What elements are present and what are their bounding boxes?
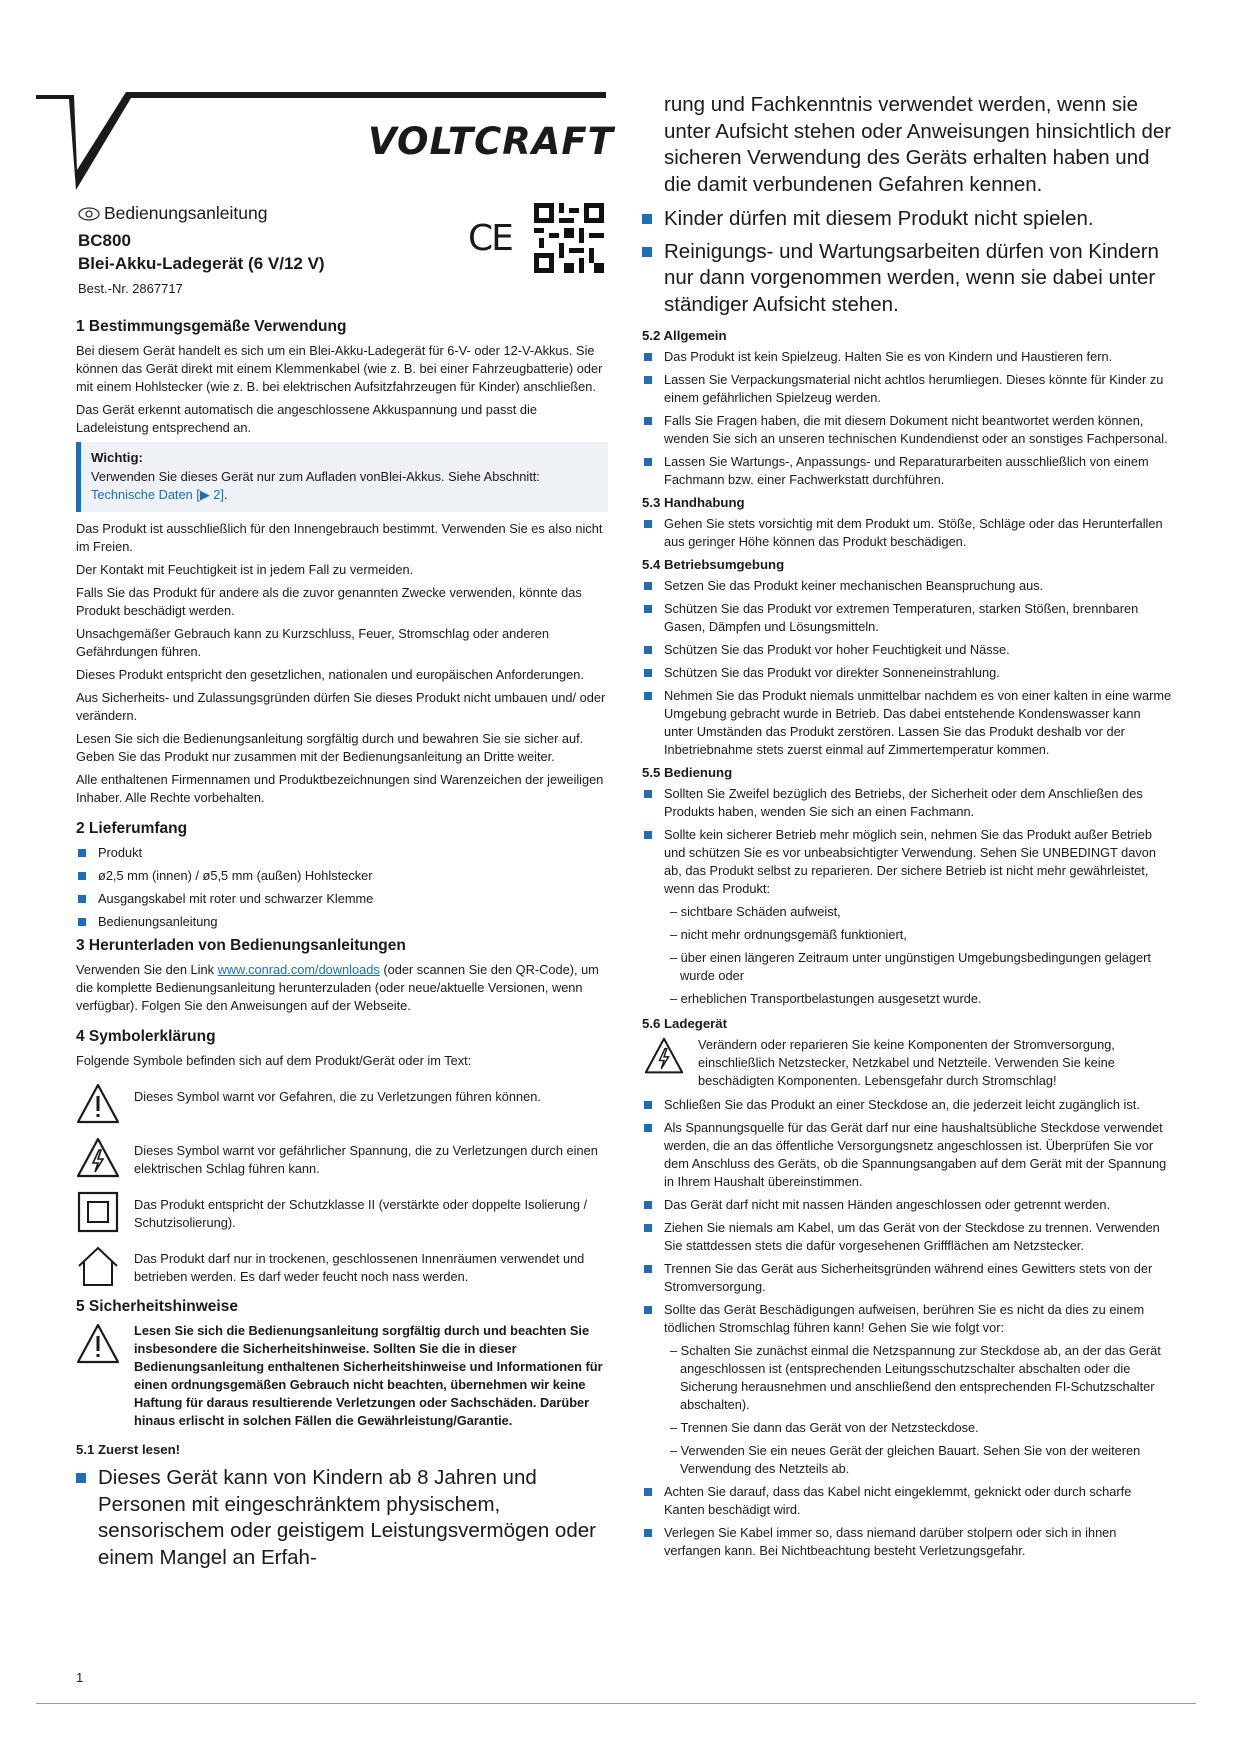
s1-para: Aus Sicherheits- und Zulassungsgründen dürfen Sie dieses Produkt nicht umbauen und/ oder verändern.: [76, 690, 606, 723]
list-item: [642, 641, 1172, 659]
section-2-title: 2 Lieferumfang: [76, 820, 188, 837]
list-item-text: Kinder dürfen mit diesem Produkt nicht spielen.: [664, 207, 1094, 230]
list-item: [642, 826, 1172, 898]
list-item: [642, 1483, 1172, 1519]
list-item: [642, 371, 1172, 407]
section-3-title: 3 Herunterladen von Bedienungsanleitungen: [76, 937, 406, 954]
general-list: [642, 348, 1172, 489]
list-item-text: Ziehen Sie niemals am Kabel, um das Gerät von der Steckdose zu trennen. Verwenden Sie stattdessen stets die dafür vorgesehenen Griffflächen am Netzstecker.: [664, 1220, 1160, 1253]
symbol-text: Dieses Symbol warnt vor Gefahren, die zu Verletzungen führen können.: [134, 1089, 541, 1104]
safety-warning-text: Lesen Sie sich die Bedienungsanleitung sorgfältig durch und beachten Sie insbesondere die Sicherheitshinweise. Sollten Sie die in dieser Bedienungsanleitung enthaltenen Sicherheitshinweise und Informationen für einen ordnungsgemäßen Gebrauch nicht beachten, übernehmen wir keine Haftung für daraus resultierende Verletzungen oder Sachschäden. Darüber hinaus erlischt in solchen Fällen die Gewährleistung/Garantie.: [134, 1323, 603, 1428]
section-5-2-title: 5.2 Allgemein: [642, 328, 727, 343]
list-item-text: Schließen Sie das Produkt an einer Steckdose an, die jederzeit leicht zugänglich ist.: [664, 1097, 1140, 1112]
s3-pre: Verwenden Sie den Link: [76, 962, 218, 977]
list-item-text: Produkt: [98, 845, 143, 860]
list-item-text: Sollte kein sicherer Betrieb mehr möglich sein, nehmen Sie das Produkt außer Betrieb und schützen Sie es vor unbeabsichtigter Verwendung. Sehen Sie UNBEDINGT davon ab, das Produkt selbst zu reparieren. Der sichere Betrieb ist nicht mehr gewährleistet, wenn das Produkt:: [664, 827, 1157, 896]
list-item: [642, 785, 1172, 821]
important-note: [76, 442, 608, 512]
list-item-text: Dieses Gerät kann von Kindern ab 8 Jahren und Personen mit eingeschränktem physischem, sensorischem oder geistigem Leistungsvermögen oder einem Mangel an Erfah-: [98, 1466, 596, 1569]
list-item-text: Achten Sie darauf, dass das Kabel nicht eingeklemmt, geknickt oder durch scharfe Kanten beschädigt wird.: [664, 1484, 1132, 1517]
symbol-row: [76, 1244, 608, 1288]
s1-para: Unsachgemäßer Gebrauch kann zu Kurzschluss, Feuer, Stromschlag oder anderen Gefährdungen führen.: [76, 626, 550, 659]
s1-para: Das Produkt ist ausschließlich für den Innengebrauch bestimmt. Verwenden Sie es also nicht im Freien.: [76, 521, 603, 554]
list-item-text: Reinigungs- und Wartungsarbeiten dürfen von Kindern nur dann vorgenommen werden, wenn sie dabei unter ständiger Aufsicht stehen.: [664, 239, 1159, 316]
product-name: Blei-Akku-Ladegerät (6 V/12 V): [78, 254, 325, 273]
section-5-4-title: 5.4 Betriebsumgebung: [642, 557, 785, 572]
s1-para: Dieses Produkt entspricht den gesetzlichen, nationalen und europäischen Anforderungen.: [76, 667, 584, 682]
list-item-text: ø2,5 mm (innen) / ø5,5 mm (außen) Hohlstecker: [98, 868, 373, 883]
high-voltage-icon: [644, 1036, 684, 1076]
list-item-text: Nehmen Sie das Produkt niemals unmittelbar nachdem es von einer kalten in eine warme Umgebung gebracht wurde in Betrieb. Das dabei entstehende Kondenswasser kann unter Umständen das Produkt zerstören. Lassen Sie das Produkt deshalb vor der Inbetriebnahme stets zuerst einmal auf Zimmertemperatur kommen.: [664, 688, 1172, 757]
protection-class-2-icon: [76, 1190, 120, 1234]
list-item: [642, 1119, 1172, 1191]
symbol-text: Dieses Symbol warnt vor gefährlicher Spannung, die zu Verletzungen durch einen elektrischen Schlag führen kann.: [134, 1143, 598, 1176]
downloads-link[interactable]: www.conrad.com/downloads: [217, 962, 380, 977]
footer-rule: [36, 1703, 1196, 1704]
list-item-text: Schützen Sie das Produkt vor direkter Sonneneinstrahlung.: [664, 665, 1000, 680]
note-body: [91, 468, 598, 504]
list-item: [642, 664, 1172, 682]
section-1-title: 1 Bestimmungsgemäße Verwendung: [76, 318, 347, 335]
list-item: [642, 348, 1172, 366]
dash-item: – erheblichen Transportbelastungen ausgesetzt wurde.: [670, 991, 982, 1006]
doc-type-label: Bedienungsanleitung: [104, 203, 268, 223]
list-item-text: Schützen Sie das Produkt vor extremen Temperaturen, starken Stößen, brennbaren Gasen, Dämpfen und Lösungsmitteln.: [664, 601, 1139, 634]
dash-item: – nicht mehr ordnungsgemäß funktioniert,: [670, 927, 907, 942]
section-5-1-title: 5.1 Zuerst lesen!: [76, 1442, 181, 1457]
section-5-5-title: 5.5 Bedienung: [642, 765, 733, 780]
list-item-text: Lassen Sie Wartungs-, Anpassungs- und Reparaturarbeiten ausschließlich von einem Fachmann bzw. einer Fachwerkstatt durchführen.: [664, 454, 1149, 487]
list-item: [642, 1524, 1172, 1560]
right-column: [642, 92, 1172, 1566]
list-item-text: Das Produkt ist kein Spielzeug. Halten Sie es von Kindern und Haustieren fern.: [664, 349, 1113, 364]
symbol-text: Das Produkt entspricht der Schutzklasse II (verstärkte oder doppelte Isolierung / Schutzisolierung).: [134, 1197, 588, 1230]
dash-item: – Trennen Sie dann das Gerät von der Netzsteckdose.: [670, 1420, 979, 1435]
s1-para: Alle enthaltenen Firmennamen und Produktbezeichnungen sind Warenzeichen der jeweiligen Inhaber. Alle Rechte vorbehalten.: [76, 772, 604, 805]
s3-post: (oder scannen Sie den QR-Code), um die komplette Bedienungsanleitung herunterzuladen (oder neue/aktuelle Versionen, wenn verfügbar). Folgen Sie den Anweisungen auf der Webseite.: [76, 962, 599, 1013]
list-item-text: Gehen Sie stets vorsichtig mit dem Produkt um. Stöße, Schläge oder das Herunterfallen aus geringer Höhe können das Produkt beschädigen.: [664, 516, 1163, 549]
list-item: [76, 913, 608, 931]
read-first-list: [76, 1465, 608, 1571]
s1-para: Falls Sie das Produkt für andere als die zuvor genannten Zwecke verwenden, könnte das Produkt beschädigt werden.: [76, 585, 582, 618]
ce-mark: CE: [468, 218, 512, 259]
list-item: [642, 600, 1172, 636]
list-item-continued: [642, 92, 1172, 198]
list-item: [642, 1196, 1172, 1214]
handling-list: [642, 515, 1172, 551]
technical-data-link[interactable]: Technische Daten [▶ 2]: [91, 487, 224, 502]
list-item: [642, 1096, 1172, 1114]
charger-list-2: [642, 1483, 1172, 1560]
dash-item: – sichtbare Schäden aufweist,: [670, 904, 841, 919]
list-item-text: Das Gerät darf nicht mit nassen Händen angeschlossen oder getrennt werden.: [664, 1197, 1111, 1212]
s1-para: Lesen Sie sich die Bedienungsanleitung sorgfältig durch und bewahren Sie sie sicher auf. Geben Sie das Produkt nur zusammen mit der Bedienungsanleitung an Dritte weiter.: [76, 731, 584, 764]
section-5-title: 5 Sicherheitshinweise: [76, 1298, 238, 1315]
section-5-3-title: 5.3 Handhabung: [642, 495, 745, 510]
list-item: [76, 1465, 608, 1571]
list-item-text: Falls Sie Fragen haben, die mit diesem Dokument nicht beantwortet werden können, wenden Sie sich an unseren technischen Kundendienst oder an sonstiges Fachpersonal.: [664, 413, 1168, 446]
delivery-list: [76, 844, 608, 931]
list-item-text: Als Spannungsquelle für das Gerät darf nur eine haushaltsübliche Steckdose verwendet werden, die an das öffentliche Versorgungsnetz angeschlossen ist. Überprüfen Sie vor dem Anschluss des Geräts, ob die Spannungsangaben auf dem Gerät mit der Spannung in Ihrem Haushalt übereinstimmen.: [664, 1120, 1167, 1189]
read-first-list-cont: [642, 92, 1172, 318]
indoor-use-house-icon: [76, 1244, 120, 1288]
safety-warning: [76, 1322, 608, 1430]
dash-item: – Verwenden Sie ein neues Gerät der gleichen Bauart. Sehen Sie von der weiteren Verwendung des Netzteils ab.: [670, 1443, 1141, 1476]
s4-intro: Folgende Symbole befinden sich auf dem Produkt/Gerät oder im Text:: [76, 1053, 472, 1068]
dash-item: – Schalten Sie zunächst einmal die Netzspannung zur Steckdose ab, an der das Gerät angeschlossen ist (entsprechenden Leitungsschutzschalter abschalten oder die Sicherung herausnehmen und anschließend den entsprechenden FI-Schutzschalter abschalten).: [670, 1343, 1161, 1412]
list-item-text: Trennen Sie das Gerät aus Sicherheitsgründen während eines Gewitters stets von der Stromversorgung.: [664, 1261, 1153, 1294]
list-item-text: Sollten Sie Zweifel bezüglich des Betriebs, der Sicherheit oder dem Anschließen des Produkts haben, wenden Sie sich an einen Fachmann.: [664, 786, 1143, 819]
order-number: Best.-Nr. 2867717: [78, 281, 183, 296]
list-item-text: rung und Fachkenntnis verwendet werden, wenn sie unter Aufsicht stehen oder Anweisungen hinsichtlich der sicheren Verwendung des Geräts erhalten haben und die damit verbundenen Gefahren kennen.: [664, 93, 1172, 196]
high-voltage-icon: [76, 1136, 120, 1180]
doc-type: [78, 203, 267, 224]
list-item-text: Lassen Sie Verpackungsmaterial nicht achtlos herumliegen. Dieses könnte für Kinder zu einem gefährlichen Spielzeug werden.: [664, 372, 1164, 405]
list-item: [76, 890, 608, 908]
symbol-row: [76, 1190, 608, 1234]
list-item: [76, 867, 608, 885]
manual-eye-icon: [78, 207, 100, 221]
list-item: [642, 206, 1172, 233]
list-item: [642, 515, 1172, 551]
note-title: Wichtig:: [91, 450, 143, 465]
product-model: BC800: [78, 231, 131, 250]
list-item-text: Setzen Sie das Produkt keiner mechanischen Beanspruchung aus.: [664, 578, 1044, 593]
operation-list: [642, 785, 1172, 898]
s1-para: Der Kontakt mit Feuchtigkeit ist in jedem Fall zu vermeiden.: [76, 562, 414, 577]
note-end: .: [223, 487, 228, 502]
page-number: 1: [76, 1670, 84, 1685]
dash-item: – über einen längeren Zeitraum unter ungünstigen Umgebungsbedingungen gelagert wurde oder: [670, 950, 1151, 983]
section-5-6-title: 5.6 Ladegerät: [642, 1016, 728, 1031]
list-item-text: Verlegen Sie Kabel immer so, dass niemand darüber stolpern oder sich in ihnen verfangen kann. Bei Nichtbeachtung besteht Verletzungsgefahr.: [664, 1525, 1117, 1558]
note-text: Verwenden Sie dieses Gerät nur zum Aufladen vonBlei-Akkus. Siehe Abschnitt:: [91, 469, 540, 484]
list-item: [642, 1219, 1172, 1255]
environment-list: [642, 577, 1172, 759]
list-item: [642, 412, 1172, 448]
charger-list: [642, 1096, 1172, 1337]
list-item-text: Schützen Sie das Produkt vor hoher Feuchtigkeit und Nässe.: [664, 642, 1010, 657]
list-item: [76, 844, 608, 862]
s3-para: [76, 961, 608, 1015]
list-item-text: Sollte das Gerät Beschädigungen aufweisen, berühren Sie es nicht da dies zu einem tödlichen Stromschlag führen kann! Gehen Sie wie folgt vor:: [664, 1302, 1145, 1335]
section-4-title: 4 Symbolerklärung: [76, 1028, 216, 1045]
charger-warning-text: Verändern oder reparieren Sie keine Komponenten der Stromversorgung, einschließlich Netzstecker, Netzkabel und Netzteile. Verwenden Sie keine beschädigten Komponenten. Lebensgefahr durch Stromschlag!: [698, 1037, 1115, 1088]
left-column: [76, 318, 608, 1577]
list-item: [642, 453, 1172, 489]
list-item: [642, 1301, 1172, 1337]
list-item: [642, 1260, 1172, 1296]
symbol-text: Das Produkt darf nur in trockenen, geschlossenen Innenräumen verwendet und betrieben werden. Es darf weder feucht noch nass werden.: [134, 1251, 585, 1284]
s1-para-2: Das Gerät erkennt automatisch die angeschlossene Akkuspannung und passt die Ladeleistung entsprechend an.: [76, 402, 537, 435]
brand-logo: VOLTCRAFT: [368, 120, 614, 163]
list-item: [642, 239, 1172, 319]
symbol-row: [76, 1082, 608, 1126]
list-item-text: Ausgangskabel mit roter und schwarzer Klemme: [98, 891, 374, 906]
symbol-row: [76, 1136, 608, 1180]
warning-triangle-icon: [76, 1322, 120, 1366]
charger-warning: [642, 1036, 1172, 1090]
list-item: [642, 577, 1172, 595]
list-item: [642, 687, 1172, 759]
qr-code-icon: [534, 203, 604, 273]
list-item-text: Bedienungsanleitung: [98, 914, 218, 929]
warning-triangle-icon: [76, 1082, 120, 1126]
s1-para-1: Bei diesem Gerät handelt es sich um ein Blei-Akku-Ladegerät für 6-V- oder 12-V-Akkus. Sie können das Gerät direkt mit einem Klemmenkabel (wie z. B. bei einer Fahrzeugbatterie) oder mit einem Hohlstecker (wie z. B. bei elektrischen Aufsitzfahrzeugen für Kinder) anschließen.: [76, 343, 603, 394]
